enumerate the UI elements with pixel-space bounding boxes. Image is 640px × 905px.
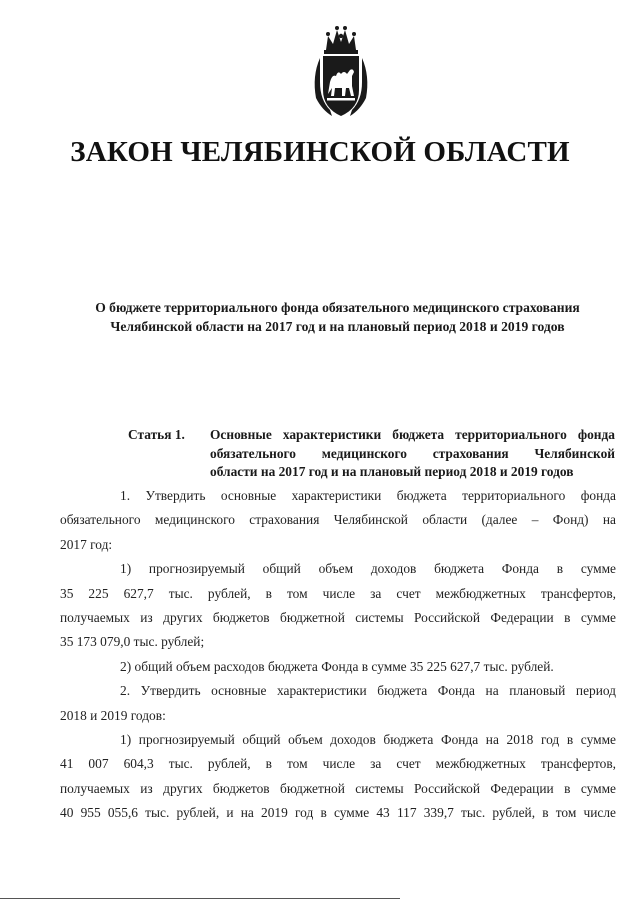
paragraph <box>60 679 616 728</box>
text-line: 2017 год: <box>60 536 113 552</box>
coat-of-arms-icon <box>306 24 376 122</box>
document-title: ЗАКОН ЧЕЛЯБИНСКОЙ ОБЛАСТИ <box>70 136 570 168</box>
subject-line: О бюджете территориального фонда обязательного медицинского страхования <box>95 300 580 315</box>
paragraph <box>60 557 616 655</box>
article-label: Статья 1. <box>128 427 185 442</box>
paragraph <box>60 484 616 557</box>
text-line: 2. Утвердить основные характеристики бюджета Фонда на плановый период <box>120 683 616 699</box>
article-title-line: области на 2017 год и на плановый период 2018 и 2019 годов <box>210 464 574 479</box>
text-line: 1. Утвердить основные характеристики бюджета территориального фонда <box>120 488 616 503</box>
text-line: 41 007 604,3 тыс. рублей, в том числе за счет межбюджетных трансфертов, <box>60 756 616 772</box>
footer-rule <box>0 898 400 899</box>
article-body <box>60 484 616 826</box>
paragraph <box>60 728 616 826</box>
text-line: получаемых из других бюджетов бюджетной системы Российской Федерации в сумме <box>60 610 616 626</box>
subject-line: Челябинской области на 2017 год и на плановый период 2018 и 2019 годов <box>110 319 565 334</box>
text-line: 35 173 079,0 тыс. рублей; <box>60 634 205 650</box>
text-line: 40 955 055,6 тыс. рублей, и на 2019 год в сумме 43 117 339,7 тыс. рублей, в том числе <box>60 805 616 821</box>
text-line: 2018 и 2019 годов: <box>60 707 166 723</box>
text-line: 1) прогнозируемый общий объем доходов бюджета Фонда на 2018 год в сумме <box>120 732 616 748</box>
article-title-line: Основные характеристики бюджета территориального фонда <box>210 427 615 442</box>
text-line: 1) прогнозируемый общий объем доходов бюджета Фонда в сумме <box>120 561 616 577</box>
text-line: 2) общий объем расходов бюджета Фонда в сумме 35 225 627,7 тыс. рублей. <box>120 658 554 674</box>
text-line: обязательного медицинского страхования Челябинской области (далее – Фонд) на <box>60 512 616 528</box>
article-title-line: обязательного медицинского страхования Челябинской <box>210 445 615 461</box>
article-title <box>210 426 615 482</box>
paragraph <box>60 655 616 679</box>
document-subject <box>60 298 615 336</box>
text-line: 35 225 627,7 тыс. рублей, в том числе за счет межбюджетных трансфертов, <box>60 585 616 601</box>
text-line: получаемых из других бюджетов бюджетной системы Российской Федерации в сумме <box>60 780 616 796</box>
